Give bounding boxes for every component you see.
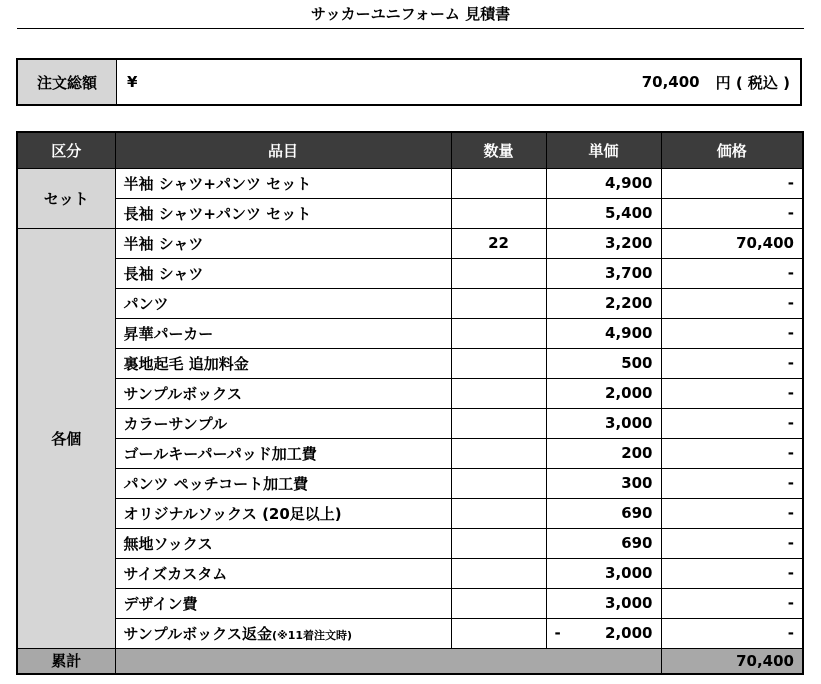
item-note: (※11着注文時) (272, 628, 353, 642)
item-name: 半袖 シャツ (123, 234, 204, 253)
item-cell[interactable] (115, 198, 451, 228)
price-cell[interactable]: - (661, 438, 803, 468)
total-row-label: 累計 (17, 648, 115, 674)
price-cell[interactable]: - (661, 258, 803, 288)
item-cell[interactable] (115, 168, 451, 198)
header-category: 区分 (17, 132, 115, 168)
item-cell[interactable] (115, 348, 451, 378)
quote-table (16, 131, 804, 675)
table-row (17, 558, 803, 588)
price-cell[interactable]: - (661, 408, 803, 438)
unit-price-cell[interactable]: 5,400 (546, 198, 661, 228)
table-row (17, 168, 803, 198)
quantity-cell[interactable] (451, 318, 546, 348)
table-row (17, 498, 803, 528)
item-cell[interactable] (115, 378, 451, 408)
price-cell[interactable]: - (661, 618, 803, 648)
table-row (17, 588, 803, 618)
table-header-row (17, 132, 803, 168)
quantity-cell[interactable] (451, 258, 546, 288)
price-cell[interactable]: - (661, 198, 803, 228)
table-row (17, 438, 803, 468)
item-name: オリジナルソックス (20足以上) (123, 504, 342, 523)
order-total-amount (167, 60, 800, 104)
quantity-cell[interactable] (451, 348, 546, 378)
item-name: サンプルボックス返金 (123, 624, 273, 643)
price-cell[interactable]: - (661, 318, 803, 348)
price-cell[interactable]: 70,400 (661, 228, 803, 258)
table-row (17, 408, 803, 438)
item-name: パンツ (123, 294, 169, 313)
item-cell[interactable] (115, 618, 451, 648)
item-cell[interactable] (115, 228, 451, 258)
table-row (17, 348, 803, 378)
price-cell[interactable]: - (661, 528, 803, 558)
price-cell[interactable]: - (661, 468, 803, 498)
table-row (17, 228, 803, 258)
unit-price-cell[interactable] (546, 618, 661, 648)
header-price: 価格 (661, 132, 803, 168)
price-cell[interactable]: - (661, 498, 803, 528)
category-cell: セット (17, 168, 115, 228)
item-name: パンツ ペッチコート加工費 (123, 474, 309, 493)
unit-price-cell[interactable]: 690 (546, 498, 661, 528)
unit-price-cell[interactable]: 2,000 (546, 378, 661, 408)
header-item: 品目 (115, 132, 451, 168)
category-cell: 各個 (17, 228, 115, 648)
unit-price-cell[interactable]: 2,200 (546, 288, 661, 318)
order-total-unit: 円 ( 税込 ) (715, 73, 790, 92)
quantity-cell[interactable] (451, 468, 546, 498)
item-name: サンプルボックス (123, 384, 243, 403)
quantity-cell[interactable] (451, 288, 546, 318)
item-name: 長袖 シャツ (123, 264, 204, 283)
unit-price-cell[interactable]: 4,900 (546, 168, 661, 198)
quantity-cell[interactable] (451, 408, 546, 438)
unit-price-cell[interactable]: 500 (546, 348, 661, 378)
unit-price-cell[interactable]: 300 (546, 468, 661, 498)
item-name: 裏地起毛 追加料金 (123, 354, 249, 373)
table-row (17, 378, 803, 408)
price-cell[interactable]: - (661, 348, 803, 378)
quantity-cell[interactable] (451, 438, 546, 468)
item-name: 半袖 シャツ+パンツ セット (123, 174, 312, 193)
item-cell[interactable] (115, 408, 451, 438)
quantity-cell[interactable] (451, 498, 546, 528)
quantity-cell[interactable] (451, 558, 546, 588)
item-name: ゴールキーパーパッド加工費 (123, 444, 317, 463)
table-row (17, 528, 803, 558)
price-cell[interactable]: - (661, 558, 803, 588)
item-name: 長袖 シャツ+パンツ セット (123, 204, 312, 223)
unit-price-cell[interactable]: 690 (546, 528, 661, 558)
quantity-cell[interactable] (451, 618, 546, 648)
unit-price-cell[interactable]: 3,200 (546, 228, 661, 258)
unit-price-cell[interactable]: 3,000 (546, 558, 661, 588)
item-cell[interactable] (115, 288, 451, 318)
header-quantity: 数量 (451, 132, 546, 168)
unit-price-cell[interactable]: 3,700 (546, 258, 661, 288)
quantity-cell[interactable] (451, 378, 546, 408)
title-divider (17, 28, 804, 29)
unit-price-cell[interactable]: 4,900 (546, 318, 661, 348)
total-row (17, 648, 803, 674)
quantity-cell[interactable] (451, 528, 546, 558)
item-name: 昇華パーカー (123, 324, 214, 343)
item-name: デザイン費 (123, 594, 198, 613)
item-cell[interactable] (115, 528, 451, 558)
page-title: サッカーユニフォーム 見積書 (310, 5, 511, 23)
price-cell[interactable]: - (661, 168, 803, 198)
item-cell[interactable] (115, 558, 451, 588)
table-row (17, 618, 803, 648)
table-row (17, 468, 803, 498)
table-row (17, 288, 803, 318)
quantity-cell[interactable] (451, 198, 546, 228)
unit-price-wrap (555, 624, 653, 642)
table-row (17, 318, 803, 348)
item-name: カラーサンプル (123, 414, 228, 433)
quantity-cell[interactable] (451, 588, 546, 618)
header-unit-price: 単価 (546, 132, 661, 168)
total-row-price: 70,400 (661, 648, 803, 674)
price-cell[interactable]: - (661, 288, 803, 318)
item-cell[interactable] (115, 468, 451, 498)
item-name: サイズカスタム (123, 564, 228, 583)
price-cell[interactable]: - (661, 378, 803, 408)
price-cell[interactable]: - (661, 588, 803, 618)
item-cell[interactable] (115, 498, 451, 528)
unit-price-cell[interactable]: 3,000 (546, 408, 661, 438)
unit-price-value: 2,000 (605, 624, 653, 642)
order-total-box (16, 58, 802, 106)
item-cell[interactable] (115, 318, 451, 348)
order-total-value: 70,400 (641, 73, 700, 91)
quantity-cell[interactable] (451, 168, 546, 198)
item-cell[interactable] (115, 438, 451, 468)
item-name: 無地ソックス (123, 534, 213, 553)
quantity-cell[interactable]: 22 (451, 228, 546, 258)
item-cell[interactable] (115, 258, 451, 288)
minus-sign: - (554, 624, 561, 642)
table-row (17, 198, 803, 228)
unit-price-cell[interactable]: 3,000 (546, 588, 661, 618)
table-row (17, 258, 803, 288)
total-row-filler (115, 648, 661, 674)
currency-symbol: ¥ (127, 73, 138, 91)
unit-price-cell[interactable]: 200 (546, 438, 661, 468)
item-cell[interactable] (115, 588, 451, 618)
order-total-label: 注文総額 (18, 60, 117, 104)
